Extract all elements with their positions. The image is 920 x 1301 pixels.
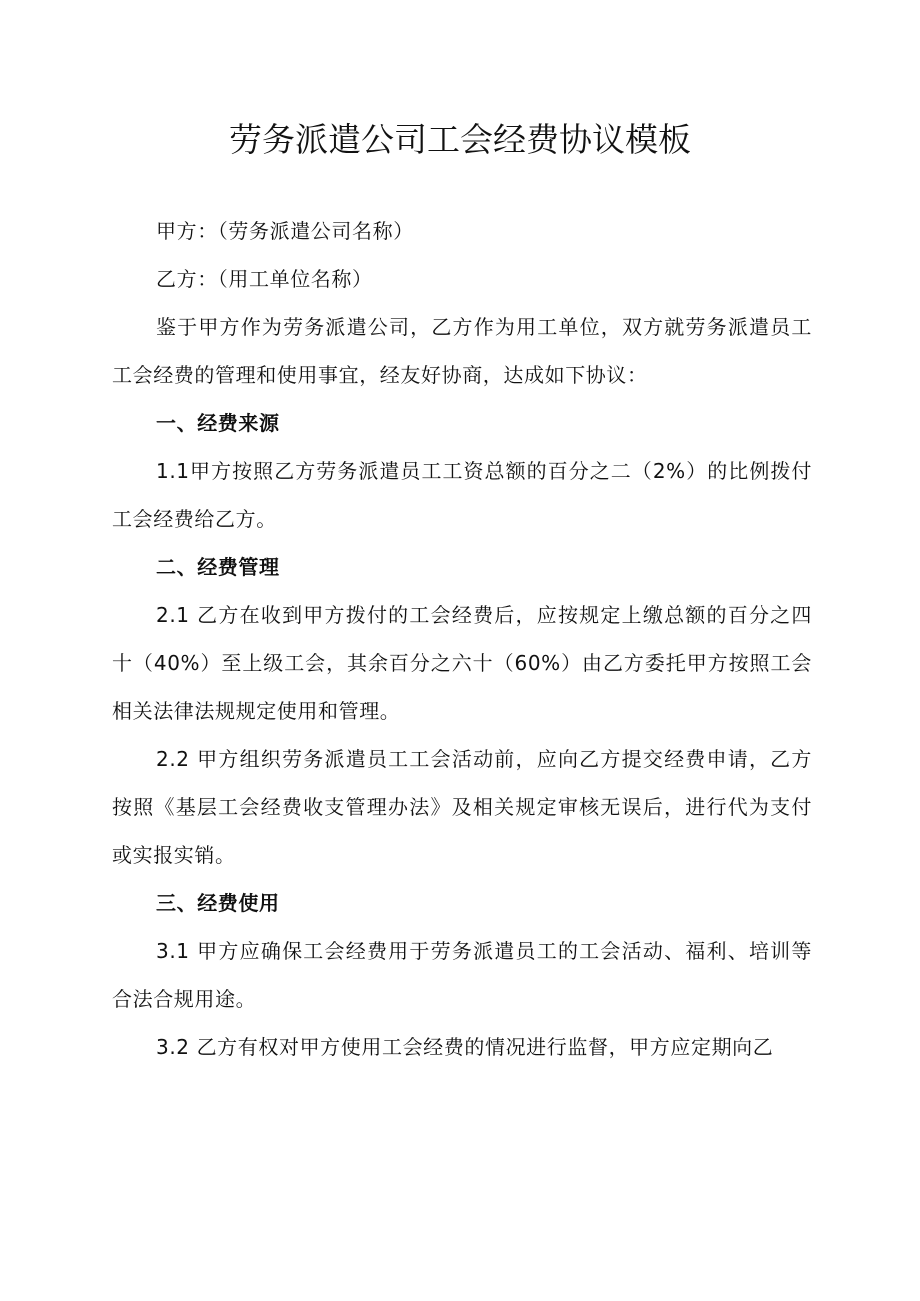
clause-1-1: 1.1甲方按照乙方劳务派遣员工工资总额的百分之二（2%）的比例拨付工会经费给乙方。 xyxy=(112,459,812,531)
section-heading-funding-use: 三、经费使用 xyxy=(156,891,280,915)
clause-3-2: 3.2 乙方有权对甲方使用工会经费的情况进行监督，甲方应定期向乙 xyxy=(156,1035,774,1059)
section-heading-funding-source: 一、经费来源 xyxy=(156,411,280,435)
section-heading-funding-management: 二、经费管理 xyxy=(156,555,280,579)
document-title: 劳务派遣公司工会经费协议模板 xyxy=(229,120,691,159)
party-a-line: 甲方：（劳务派遣公司名称） xyxy=(156,219,414,243)
clause-2-2: 2.2 甲方组织劳务派遣员工工会活动前，应向乙方提交经费申请，乙方按照《基层工会经费收支管理办法》及相关规定审核无误后，进行代为支付或实报实销。 xyxy=(112,747,812,867)
document-body xyxy=(112,207,812,1071)
preamble-paragraph: 鉴于甲方作为劳务派遣公司，乙方作为用工单位，双方就劳务派遣员工工会经费的管理和使用事宜，经友好协商，达成如下协议： xyxy=(112,315,812,387)
party-b-line: 乙方：（用工单位名称） xyxy=(156,267,373,291)
clause-3-1: 3.1 甲方应确保工会经费用于劳务派遣员工的工会活动、福利、培训等合法合规用途。 xyxy=(112,939,812,1011)
clause-2-1: 2.1 乙方在收到甲方拨付的工会经费后，应按规定上缴总额的百分之四十（40%）至上级工会，其余百分之六十（60%）由乙方委托甲方按照工会相关法律法规规定使用和管理。 xyxy=(112,603,812,723)
